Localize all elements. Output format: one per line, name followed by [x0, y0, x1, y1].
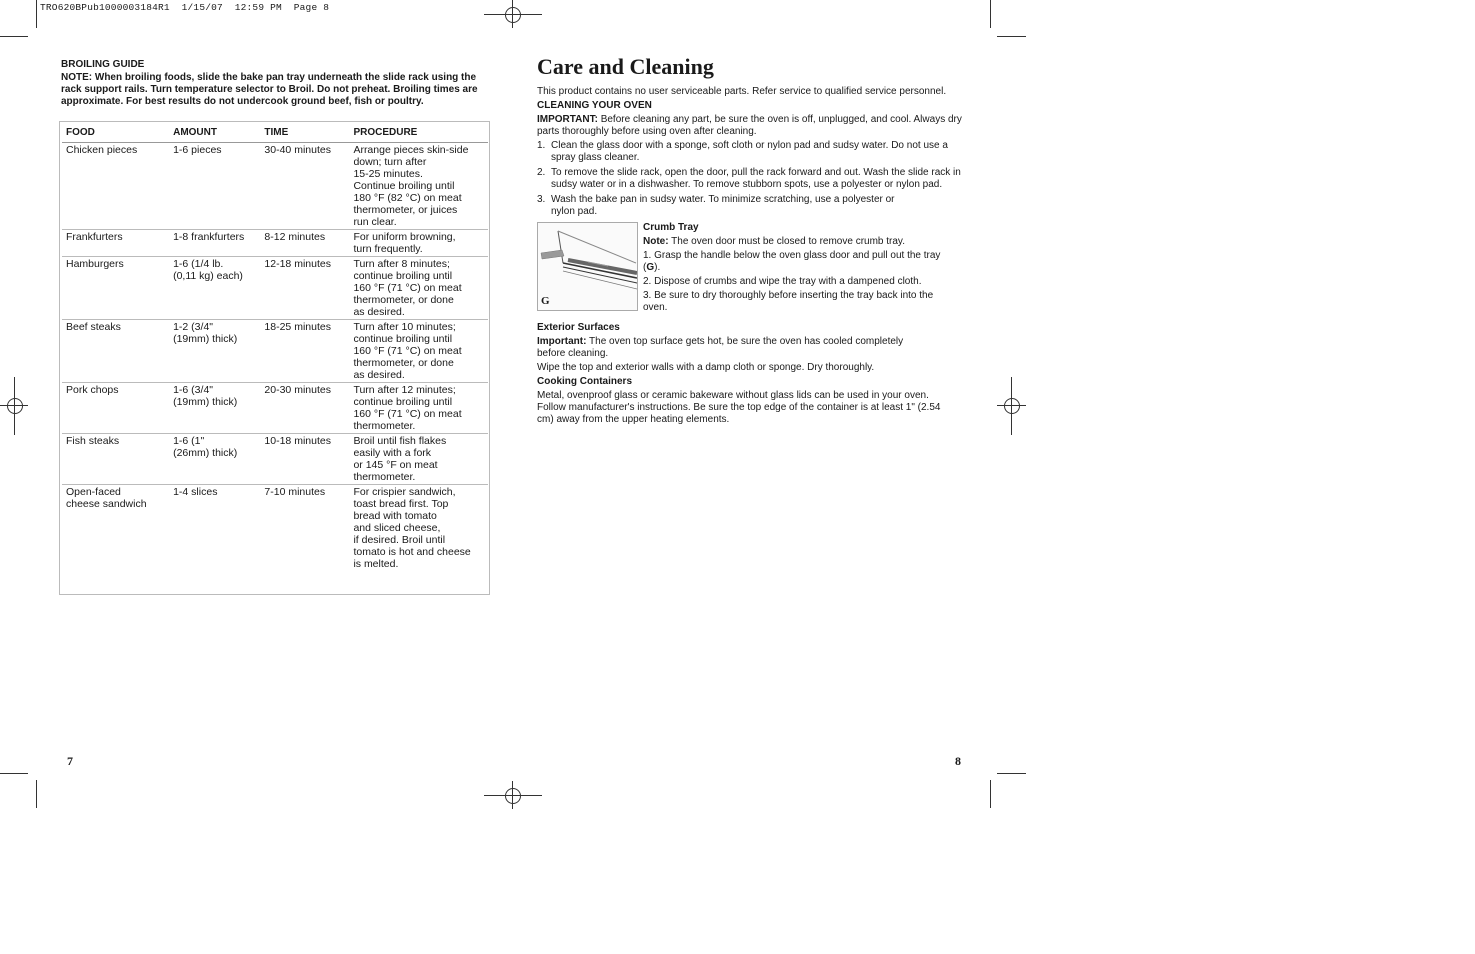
step-number: 1. [537, 140, 546, 151]
cell-amount: 1-6 (1/4 lb. (0,11 kg) each) [169, 257, 260, 320]
broiling-guide-note: NOTE: When broiling foods, slide the bake pan tray underneath the slide rack using the rack support rails. Turn temperature selector to Broil. Do not preheat. Broiling times are approximate. For best results do not undercook ground beef, fish or poultry. [61, 72, 478, 107]
registration-circle [505, 788, 521, 804]
registration-circle [505, 7, 521, 23]
crumb-step-1-end: ). [654, 262, 661, 273]
containers-text: Metal, ovenproof glass or ceramic bakeware without glass lids can be used in your oven. Follow manufacturer's instructions. Be sure the top edge of the container is at least 1" (2.54 cm) away from the upper heating elements. [537, 390, 941, 425]
cell-procedure: Turn after 8 minutes; continue broiling until 160 °F (71 °C) on meat thermometer, or done as desired. [349, 257, 488, 320]
cell-time: 8-12 minutes [260, 230, 349, 257]
crumb-tray-illustration [537, 222, 638, 311]
exterior-important-text: The oven top surface gets hot, be sure the oven has cooled completely before cleaning. [537, 336, 904, 359]
cell-food: Beef steaks [62, 320, 169, 383]
note-text: The oven door must be closed to remove crumb tray. [668, 236, 905, 247]
exterior-heading: Exterior Surfaces [537, 322, 620, 333]
step-number: 3. [537, 194, 546, 205]
oven-tray-drawing [538, 223, 637, 310]
list-item [537, 140, 972, 164]
cell-amount: 1-6 pieces [169, 143, 260, 230]
cell-food: Chicken pieces [62, 143, 169, 230]
crumb-tray-block [537, 222, 972, 322]
header-procedure: PROCEDURE [349, 124, 488, 143]
cell-time: 12-18 minutes [260, 257, 349, 320]
crumb-step-1 [643, 250, 943, 274]
crop-mark [36, 780, 37, 808]
registration-circle [7, 398, 23, 414]
cell-procedure: Turn after 12 minutes; continue broiling until 160 °F (71 °C) on meat thermometer. [349, 383, 488, 434]
table-row [62, 434, 488, 485]
important-text: Before cleaning any part, be sure the oven is off, unplugged, and cool. Always dry parts thoroughly before using oven after cleaning. [537, 114, 962, 137]
crumb-tray-heading: Crumb Tray [643, 222, 699, 233]
cell-food: Fish steaks [62, 434, 169, 485]
cell-time: 7-10 minutes [264, 486, 326, 498]
page-number-right: 8 [955, 754, 961, 768]
crumb-step-1-ref: G [646, 262, 655, 273]
cell-amount: 1-8 frankfurters [169, 230, 260, 257]
crop-mark [36, 0, 37, 28]
cell-food: Hamburgers [62, 257, 169, 320]
cell-time: 10-18 minutes [260, 434, 349, 485]
broiling-table [62, 124, 488, 575]
step-text: To remove the slide rack, open the door, pull the rack forward and out. Wash the slide rack in sudsy water or in a dishwasher. To remove stubborn spots, use a polyester or nylon pad. [551, 167, 961, 190]
cell-procedure: Arrange pieces skin-side down; turn after 15-25 minutes. Continue broiling until 180 °F (82 °C) on meat thermometer, or juices run clear. [349, 143, 488, 230]
cell-amount: 1-6 (1" (26mm) thick) [169, 434, 260, 485]
step-text: Wash the bake pan in sudsy water. To minimize scratching, use a polyester or nylon pad. [551, 194, 895, 217]
crumb-tray-note [643, 236, 973, 248]
important-paragraph [537, 114, 972, 138]
list-item [537, 194, 921, 218]
header-time: TIME [260, 124, 349, 143]
crop-mark [0, 773, 28, 774]
exterior-wipe: Wipe the top and exterior walls with a damp cloth or sponge. Dry thoroughly. [537, 362, 875, 373]
cell-procedure: Turn after 10 minutes; continue broiling until 160 °F (71 °C) on meat thermometer, or done as desired. [349, 320, 488, 383]
step-number: 2. [537, 167, 546, 178]
cell-amount: 1-2 (3/4" (19mm) thick) [169, 320, 260, 383]
important-label: IMPORTANT: [537, 114, 598, 125]
table-row [62, 320, 488, 383]
cell-time: 30-40 minutes [260, 143, 349, 230]
figure-label: G [541, 295, 550, 307]
crumb-step-2: 2. Dispose of crumbs and wipe the tray with a dampened cloth. [643, 276, 922, 287]
care-cleaning-section [537, 54, 972, 428]
step-text: Clean the glass door with a sponge, soft cloth or nylon pad and sudsy water. Do not use a spray glass cleaner. [551, 140, 948, 163]
crumb-step-3: 3. Be sure to dry thoroughly before inserting the tray back into the oven. [643, 290, 934, 313]
table-row [62, 485, 488, 575]
table-row [62, 383, 488, 434]
crop-mark [997, 773, 1026, 774]
crumb-tray-text [643, 222, 973, 316]
cleaning-heading: CLEANING YOUR OVEN [537, 100, 652, 111]
list-item [537, 167, 972, 191]
exterior-important-label: Important: [537, 336, 587, 347]
print-slug: TRO620BPub1000003184R1 1/15/07 12:59 PM Page 8 [40, 2, 330, 13]
page-number-left: 7 [67, 754, 73, 768]
cell-procedure: Broil until fish flakes easily with a fork or 145 °F on meat thermometer. [349, 434, 488, 485]
broiling-guide-section [61, 59, 491, 108]
cell-amount: 1-4 slices [173, 486, 218, 498]
cell-food: Frankfurters [62, 230, 169, 257]
cell-food: Pork chops [62, 383, 169, 434]
crop-mark [0, 36, 28, 37]
cell-time: 20-30 minutes [260, 383, 349, 434]
cell-amount: 1-6 (3/4" (19mm) thick) [169, 383, 260, 434]
table-row [62, 143, 488, 230]
cell-procedure: For uniform browning, turn frequently. [349, 230, 488, 257]
crop-mark [997, 36, 1026, 37]
cell-food: Open-faced cheese sandwich [66, 486, 147, 510]
containers-heading: Cooking Containers [537, 376, 633, 387]
crumb-step-1-text: 1. Grasp the handle below the oven glass door and pull out the tray ( [643, 250, 941, 273]
note-label: Note: [643, 236, 669, 247]
page-title: Care and Cleaning [537, 54, 714, 79]
registration-circle [1004, 398, 1020, 414]
table-row [62, 230, 488, 257]
table-header-row [62, 124, 488, 143]
cell-time: 18-25 minutes [260, 320, 349, 383]
intro-text: This product contains no user serviceable parts. Refer service to qualified service personnel. [537, 86, 947, 97]
broiling-guide-title: BROILING GUIDE [61, 59, 145, 70]
cleaning-steps [537, 140, 972, 218]
crop-mark [990, 0, 991, 28]
table-row [62, 257, 488, 320]
cell-procedure: For crispier sandwich, toast bread first. Top bread with tomato and sliced cheese, if desired. Broil until tomato is hot and cheese is melted. [353, 486, 471, 570]
exterior-important [537, 336, 927, 360]
header-amount: AMOUNT [169, 124, 260, 143]
crop-mark [990, 780, 991, 808]
header-food: FOOD [62, 124, 169, 143]
